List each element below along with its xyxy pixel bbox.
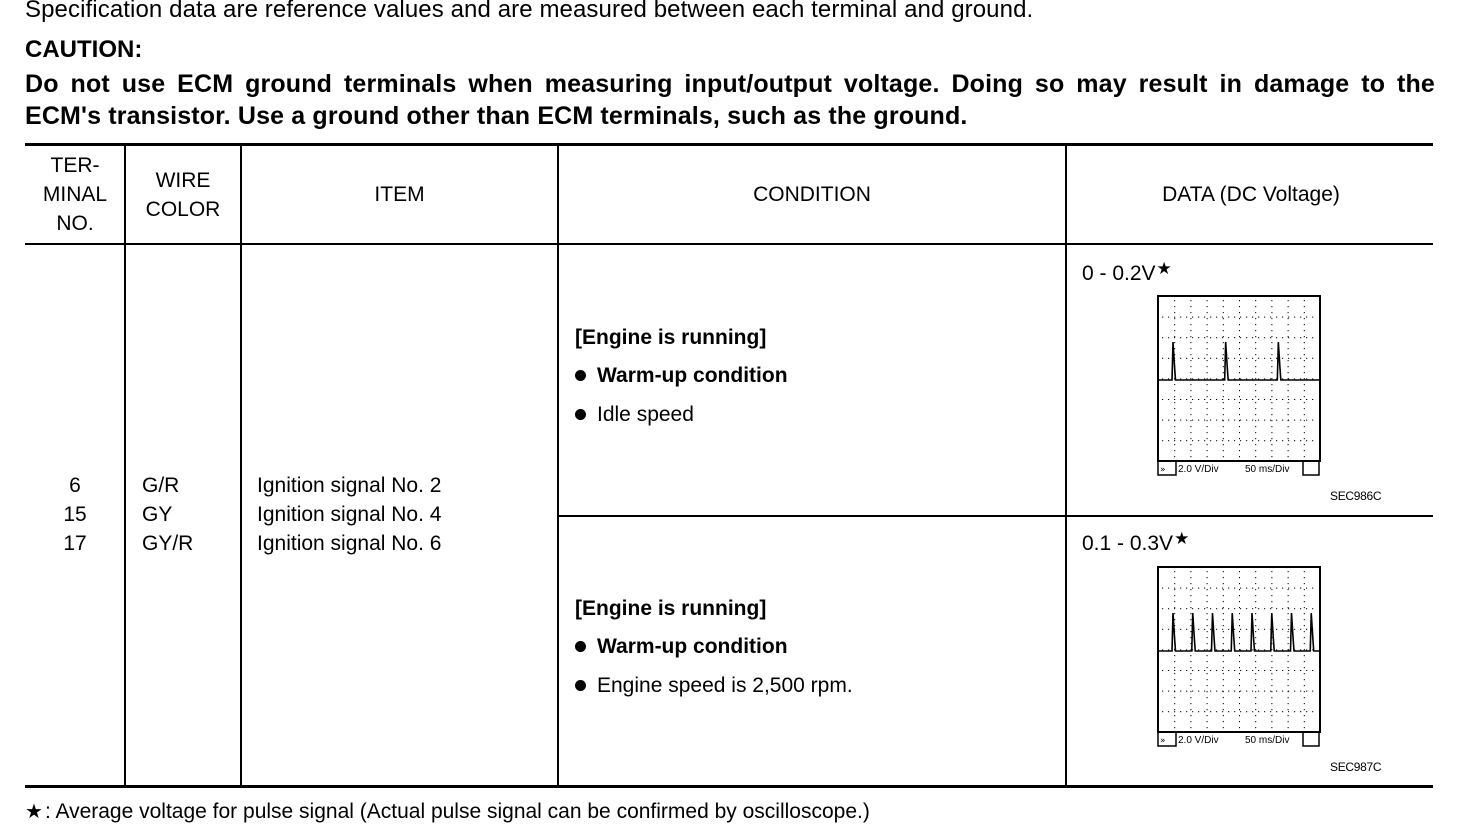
svg-text:»: » [1160, 465, 1166, 475]
condition-bullet [575, 674, 853, 698]
svg-text:»: » [1160, 736, 1166, 746]
footnote-text: : Average voltage for pulse signal (Actual pulse signal can be confirmed by oscilloscope.) [44, 800, 870, 823]
svg-text:50 ms/Div: 50 ms/Div [1245, 464, 1290, 475]
header-line: COLOR [145, 197, 221, 221]
star-icon: ★ [1156, 259, 1172, 278]
header-data [1066, 146, 1436, 243]
bullet-icon [575, 680, 586, 691]
voltage-text: 0.1 - 0.3V [1082, 532, 1174, 555]
figure-id: SEC986C [1330, 489, 1382, 503]
caution-text: Do not use ECM ground terminals when measuring input/output voltage. Doing so may result in damage to the ECM's transistor. Use a ground other than ECM terminals, such as the ground. [25, 70, 1435, 130]
condition-bullet [575, 403, 694, 427]
condition-bullet [575, 635, 788, 659]
voltage-value [1082, 259, 1172, 286]
condition-title: [Engine is running] [575, 326, 767, 349]
svg-text:2.0 V/Div: 2.0 V/Div [1178, 735, 1219, 746]
scope-graphic [1157, 295, 1321, 477]
terminal-number: 17 [63, 532, 87, 555]
bullet-text: Engine speed is 2,500 rpm. [597, 674, 853, 697]
terminal-numbers [25, 471, 125, 558]
caution-heading: CAUTION: [25, 36, 143, 63]
figure-id: SEC987C [1330, 760, 1382, 774]
header-line: MINAL [42, 183, 108, 206]
scope-graphic [1157, 566, 1321, 748]
star-icon: ★ [1174, 529, 1190, 548]
item-name: Ignition signal No. 4 [257, 503, 442, 526]
header-terminal-no [25, 146, 125, 243]
item-list [257, 471, 441, 558]
bullet-icon [575, 641, 586, 652]
condition-title: [Engine is running] [575, 597, 767, 620]
terminal-number: 6 [69, 474, 81, 497]
header-wire-color [125, 146, 241, 243]
header-condition [558, 146, 1066, 243]
terminal-number: 15 [63, 503, 87, 526]
star-icon: ★ [25, 801, 43, 823]
condition-bullet [575, 364, 788, 388]
bullet-text: Warm-up condition [597, 635, 788, 658]
header-label: DATA (DC Voltage) [1162, 183, 1340, 206]
wire-color: GY/R [142, 532, 194, 555]
header-line: TER- [50, 154, 100, 177]
voltage-value [1082, 529, 1189, 556]
oscilloscope-waveform [1157, 295, 1321, 477]
item-name: Ignition signal No. 6 [257, 532, 442, 555]
header-label: CONDITION [753, 183, 871, 206]
table-row-divider [558, 515, 1433, 517]
item-name: Ignition signal No. 2 [257, 474, 442, 497]
oscilloscope-waveform [1157, 566, 1321, 748]
bullet-text: Warm-up condition [597, 364, 788, 387]
intro-text: Specification data are reference values and are measured between each terminal and ground. [25, 0, 1034, 23]
voltage-text: 0 - 0.2V [1082, 262, 1156, 285]
header-item [241, 146, 558, 243]
header-line: NO. [56, 212, 94, 235]
footnote [25, 799, 870, 824]
wire-color: GY [142, 503, 173, 526]
header-label: ITEM [374, 183, 425, 206]
header-line: WIRE [155, 168, 211, 192]
bullet-icon [575, 409, 586, 420]
svg-text:2.0 V/Div: 2.0 V/Div [1178, 464, 1219, 475]
wire-colors [142, 471, 193, 558]
table-bottom-rule [25, 785, 1433, 788]
bullet-text: Idle speed [597, 403, 694, 426]
wire-color: G/R [142, 474, 180, 497]
table-header-rule [25, 243, 1433, 245]
svg-text:50 ms/Div: 50 ms/Div [1245, 735, 1290, 746]
bullet-icon [575, 370, 586, 381]
